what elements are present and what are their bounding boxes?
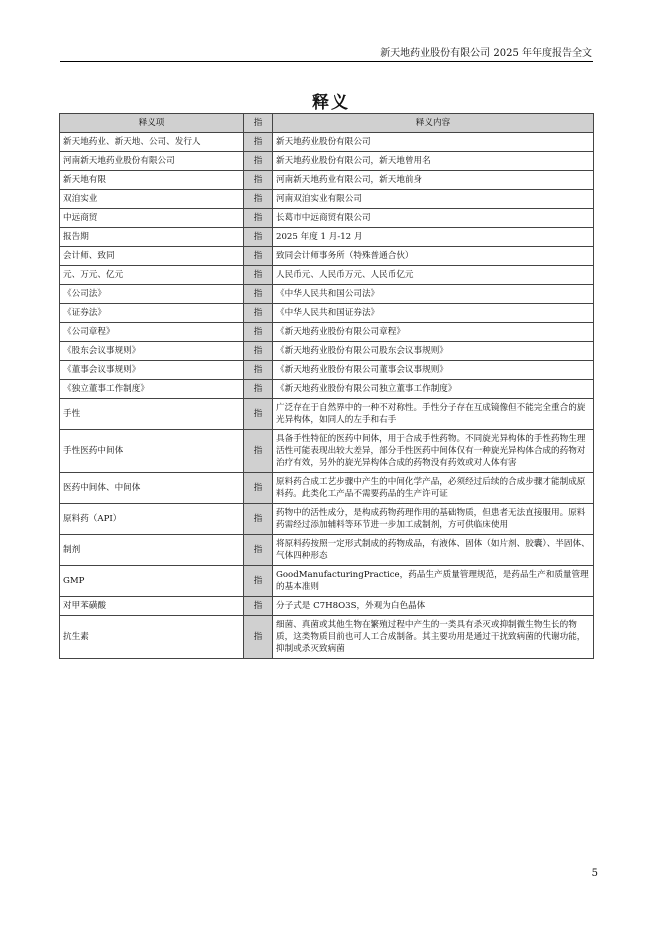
term-cell: 中远商贸 xyxy=(60,209,244,228)
table-row xyxy=(60,304,594,323)
table-row xyxy=(60,228,594,247)
term-cell: 报告期 xyxy=(60,228,244,247)
term-cell: 《董事会议事规则》 xyxy=(60,361,244,380)
zhi-cell: 指 xyxy=(244,323,273,342)
definition-cell: 原料药合成工艺步骤中产生的中间化学产品，必须经过后续的合成步骤才能制成原料药。此类化工产品不需要药品的生产许可证 xyxy=(273,473,594,504)
definition-cell: 《中华人民共和国证券法》 xyxy=(273,304,594,323)
column-header-definition: 释义内容 xyxy=(273,114,594,133)
table-row xyxy=(60,209,594,228)
header-divider xyxy=(60,61,593,62)
definition-cell: 药物中的活性成分，是构成药物药理作用的基础物质，但患者无法直接服用。原料药需经过添加辅料等环节进一步加工成制剂，方可供临床使用 xyxy=(273,504,594,535)
column-header-term: 释义项 xyxy=(60,114,244,133)
zhi-cell: 指 xyxy=(244,247,273,266)
term-cell: 原料药（API） xyxy=(60,504,244,535)
term-cell: 制剂 xyxy=(60,535,244,566)
definition-cell: 《新天地药业股份有限公司股东会议事规则》 xyxy=(273,342,594,361)
definitions-table xyxy=(59,113,594,659)
zhi-cell: 指 xyxy=(244,152,273,171)
term-cell: 元、万元、亿元 xyxy=(60,266,244,285)
term-cell: 对甲苯磺酸 xyxy=(60,597,244,616)
term-cell: 《公司章程》 xyxy=(60,323,244,342)
definition-cell: 《新天地药业股份有限公司董事会议事规则》 xyxy=(273,361,594,380)
zhi-cell: 指 xyxy=(244,399,273,430)
term-cell: 医药中间体、中间体 xyxy=(60,473,244,504)
column-header-zhi: 指 xyxy=(244,114,273,133)
definition-cell: 细菌、真菌或其他生物在繁殖过程中产生的一类具有杀灭或抑制微生物生长的物质，这类物质目前也可人工合成制备。其主要功用是通过干扰致病菌的代谢功能，抑制或杀灭致病菌 xyxy=(273,616,594,659)
table-row xyxy=(60,616,594,659)
table-row xyxy=(60,133,594,152)
term-cell: GMP xyxy=(60,566,244,597)
definition-cell: 长葛市中远商贸有限公司 xyxy=(273,209,594,228)
term-cell: 《公司法》 xyxy=(60,285,244,304)
zhi-cell: 指 xyxy=(244,361,273,380)
running-header: 新天地药业股份有限公司 2025 年年度报告全文 xyxy=(380,48,592,59)
definition-cell: 《新天地药业股份有限公司独立董事工作制度》 xyxy=(273,380,594,399)
term-cell: 双洎实业 xyxy=(60,190,244,209)
page-title: 释义 xyxy=(312,93,350,113)
zhi-cell: 指 xyxy=(244,304,273,323)
zhi-cell: 指 xyxy=(244,190,273,209)
zhi-cell: 指 xyxy=(244,209,273,228)
term-cell: 河南新天地药业股份有限公司 xyxy=(60,152,244,171)
definition-cell: 河南新天地药业有限公司，新天地前身 xyxy=(273,171,594,190)
zhi-cell: 指 xyxy=(244,473,273,504)
term-cell: 会计师、致同 xyxy=(60,247,244,266)
definition-cell: 人民币元、人民币万元、人民币亿元 xyxy=(273,266,594,285)
table-row xyxy=(60,430,594,473)
zhi-cell: 指 xyxy=(244,133,273,152)
zhi-cell: 指 xyxy=(244,430,273,473)
table-row xyxy=(60,285,594,304)
definition-cell: 《中华人民共和国公司法》 xyxy=(273,285,594,304)
table-row xyxy=(60,342,594,361)
table-row xyxy=(60,323,594,342)
definition-cell: 新天地药业股份有限公司 xyxy=(273,133,594,152)
definition-cell: 《新天地药业股份有限公司章程》 xyxy=(273,323,594,342)
definition-cell: 广泛存在于自然界中的一种不对称性。手性分子存在互成镜像但不能完全重合的旋光异构体，如同人的左手和右手 xyxy=(273,399,594,430)
zhi-cell: 指 xyxy=(244,535,273,566)
term-cell: 抗生素 xyxy=(60,616,244,659)
zhi-cell: 指 xyxy=(244,504,273,535)
term-cell: 《证券法》 xyxy=(60,304,244,323)
zhi-cell: 指 xyxy=(244,285,273,304)
definition-cell: 具备手性特征的医药中间体，用于合成手性药物。不同旋光异构体的手性药物生理活性可能表现出较大差异，部分手性医药中间体仅有一种旋光异构体合成的药物对治疗有效，另外的旋光异构体合成的药物没有药效或对人体有害 xyxy=(273,430,594,473)
zhi-cell: 指 xyxy=(244,380,273,399)
definition-cell: 2025 年度 1 月-12 月 xyxy=(273,228,594,247)
table-row xyxy=(60,597,594,616)
zhi-cell: 指 xyxy=(244,228,273,247)
table-row xyxy=(60,266,594,285)
table-row xyxy=(60,361,594,380)
table-row xyxy=(60,504,594,535)
table-row xyxy=(60,190,594,209)
table-row xyxy=(60,380,594,399)
term-cell: 新天地药业、新天地、公司、发行人 xyxy=(60,133,244,152)
definition-cell: 致同会计师事务所（特殊普通合伙） xyxy=(273,247,594,266)
definition-cell: 新天地药业股份有限公司，新天地曾用名 xyxy=(273,152,594,171)
definition-cell: 河南双洎实业有限公司 xyxy=(273,190,594,209)
page-number: 5 xyxy=(591,868,598,879)
term-cell: 《股东会议事规则》 xyxy=(60,342,244,361)
term-cell: 新天地有限 xyxy=(60,171,244,190)
table-header-row xyxy=(60,114,594,133)
term-cell: 《独立董事工作制度》 xyxy=(60,380,244,399)
zhi-cell: 指 xyxy=(244,566,273,597)
zhi-cell: 指 xyxy=(244,616,273,659)
zhi-cell: 指 xyxy=(244,266,273,285)
zhi-cell: 指 xyxy=(244,171,273,190)
table-row xyxy=(60,152,594,171)
definition-cell: 分子式是 C7H8O3S，外观为白色晶体 xyxy=(273,597,594,616)
term-cell: 手性医药中间体 xyxy=(60,430,244,473)
term-cell: 手性 xyxy=(60,399,244,430)
zhi-cell: 指 xyxy=(244,342,273,361)
definition-cell: GoodManufacturingPractice，药品生产质量管理规范，是药品生产和质量管理的基本准则 xyxy=(273,566,594,597)
table-row xyxy=(60,171,594,190)
definition-cell: 将原料药按照一定形式制成的药物成品，有液体、固体（如片剂、胶囊）、半固体、气体四种形态 xyxy=(273,535,594,566)
zhi-cell: 指 xyxy=(244,597,273,616)
table-row xyxy=(60,566,594,597)
table-row xyxy=(60,247,594,266)
table-row xyxy=(60,535,594,566)
table-row xyxy=(60,473,594,504)
table-row xyxy=(60,399,594,430)
